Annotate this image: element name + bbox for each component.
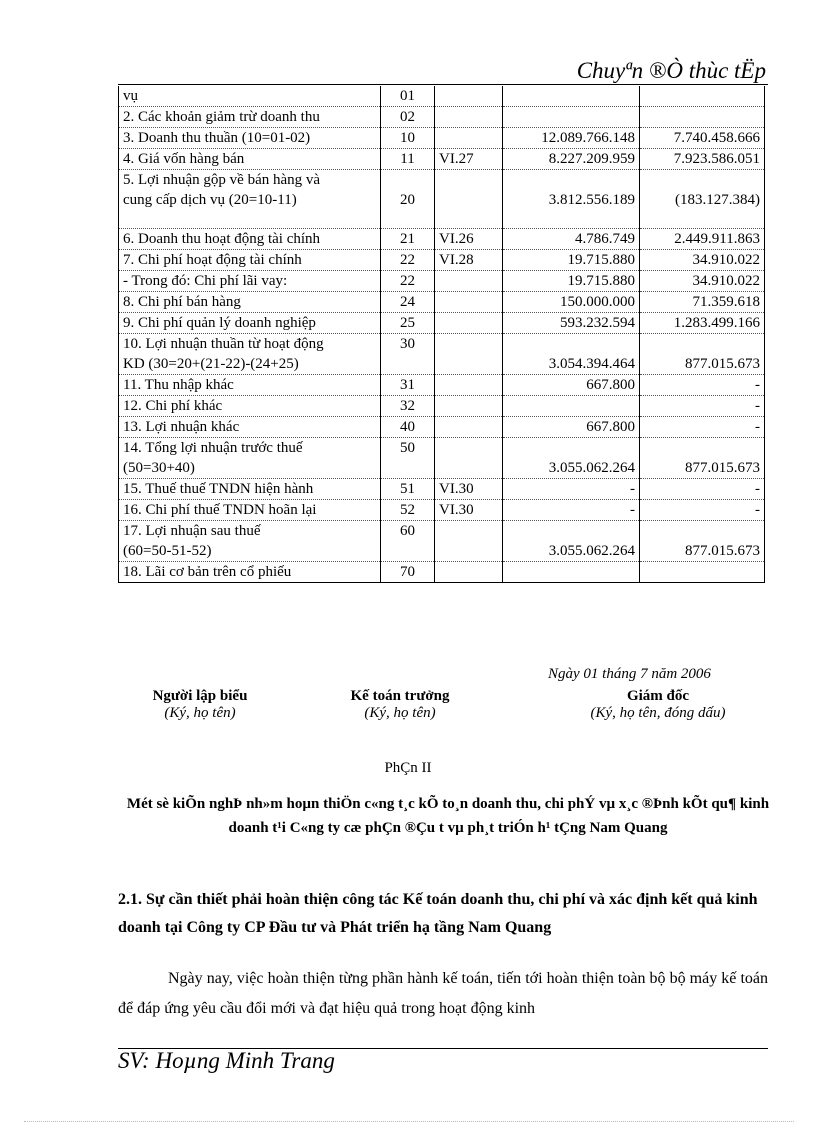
table-row — [119, 438, 765, 479]
row-label-line: vụ — [123, 88, 138, 104]
header-divider — [118, 84, 768, 85]
row-label-line: 6. Doanh thu hoạt động tài chính — [123, 231, 321, 247]
table-row — [119, 170, 765, 229]
footer-student: SV: Hoµng Minh Trang — [118, 1048, 335, 1073]
row-note — [435, 521, 503, 562]
row-note — [435, 313, 503, 334]
row-code: 25 — [381, 313, 435, 334]
row-label-line: (50=30+40) — [123, 460, 195, 476]
row-current-value: 19.715.880 — [503, 250, 640, 271]
row-label — [119, 562, 381, 583]
row-label-line: 11. Thu nhập khác — [123, 377, 234, 393]
row-code: 40 — [381, 417, 435, 438]
row-note — [435, 86, 503, 107]
row-label — [119, 149, 381, 170]
part-title: Mét sè kiÕn nghÞ nh»m hoµn thiÖn c«ng t¸c kÕ to¸n doanh thu, chi phÝ vµ x¸c ®Þnh kÕt qu¶ kinh doanh t¹i C«ng ty cæ phÇn ®Çu t vµ ph¸t triÓn h¹ tÇng Nam Quang — [126, 796, 770, 836]
row-code: 10 — [381, 128, 435, 149]
body-paragraph: Ngày nay, việc hoàn thiện từng phần hành kế toán, tiến tới hoàn thiện toàn bộ bộ máy kế toán để đáp ứng yêu cầu đổi mới và đạt hiệu quả trong hoạt động kinh — [118, 970, 768, 1017]
row-current-value: 667.800 — [503, 375, 640, 396]
table-row — [119, 107, 765, 128]
row-label — [119, 479, 381, 500]
row-current-value: 8.227.209.959 — [503, 149, 640, 170]
signature-preparer — [130, 688, 270, 722]
table-row — [119, 229, 765, 250]
row-label — [119, 128, 381, 149]
table-row — [119, 149, 765, 170]
chief-accountant-sub: (Ký, họ tên) — [364, 705, 436, 721]
row-label-line: 13. Lợi nhuận khác — [123, 419, 240, 435]
part-label: PhÇn II — [384, 760, 432, 776]
table-row — [119, 334, 765, 375]
row-label-line: 4. Giá vốn hàng bán — [123, 151, 245, 167]
row-current-value: 12.089.766.148 — [503, 128, 640, 149]
row-previous-value: (183.127.384) — [640, 170, 765, 229]
row-previous-value: - — [640, 375, 765, 396]
row-current-value: 667.800 — [503, 417, 640, 438]
row-label — [119, 438, 381, 479]
chief-accountant-title: Kế toán trưởng — [350, 688, 450, 704]
row-label-line: (60=50-51-52) — [123, 543, 212, 559]
row-current-value — [503, 396, 640, 417]
director-sub: (Ký, họ tên, đóng dấu) — [590, 705, 726, 721]
row-code: 70 — [381, 562, 435, 583]
row-code: 30 — [381, 334, 435, 375]
table-row — [119, 562, 765, 583]
row-current-value — [503, 562, 640, 583]
row-code: 22 — [381, 271, 435, 292]
row-label-line: cung cấp dịch vụ (20=10-11) — [123, 192, 297, 208]
row-previous-value — [640, 86, 765, 107]
row-code: 60 — [381, 521, 435, 562]
row-label-line: 17. Lợi nhuận sau thuế — [123, 523, 261, 539]
row-current-value: 3.055.062.264 — [503, 438, 640, 479]
row-note — [435, 334, 503, 375]
row-previous-value: 877.015.673 — [640, 334, 765, 375]
row-label-line: 9. Chi phí quản lý doanh nghiệp — [123, 315, 316, 331]
row-label — [119, 271, 381, 292]
row-note: VI.30 — [435, 479, 503, 500]
row-previous-value: 34.910.022 — [640, 271, 765, 292]
row-previous-value: 7.923.586.051 — [640, 149, 765, 170]
row-code: 24 — [381, 292, 435, 313]
row-code: 51 — [381, 479, 435, 500]
row-label-line: 14. Tổng lợi nhuận trước thuế — [123, 440, 303, 456]
table-row — [119, 479, 765, 500]
row-previous-value: - — [640, 396, 765, 417]
row-previous-value — [640, 562, 765, 583]
page-edge — [24, 1121, 794, 1122]
row-previous-value: - — [640, 500, 765, 521]
header-title: Chuyªn ®Ò thùc tËp — [576, 58, 766, 83]
row-previous-value: 877.015.673 — [640, 521, 765, 562]
table-row — [119, 500, 765, 521]
row-label — [119, 107, 381, 128]
row-code: 21 — [381, 229, 435, 250]
row-note — [435, 271, 503, 292]
row-label — [119, 500, 381, 521]
sign-date: Ngày 01 tháng 7 năm 2006 — [548, 666, 711, 682]
row-label-line: 15. Thuế thuế TNDN hiện hành — [123, 481, 314, 497]
table-row — [119, 128, 765, 149]
row-code: 11 — [381, 149, 435, 170]
income-statement-table — [118, 86, 765, 583]
row-label-line: 3. Doanh thu thuần (10=01-02) — [123, 130, 311, 146]
table-row — [119, 250, 765, 271]
row-label — [119, 313, 381, 334]
signature-director — [548, 688, 768, 722]
director-title: Giám đốc — [626, 688, 690, 704]
row-note — [435, 562, 503, 583]
row-current-value: 19.715.880 — [503, 271, 640, 292]
row-note — [435, 107, 503, 128]
section-title: 2.1. Sự cần thiết phải hoàn thiện công tác Kế toán doanh thu, chi phí và xác định kết quả kinh doanh tại Công ty CP Đầu tư và Phát triển hạ tầng Nam Quang — [118, 891, 758, 936]
row-label-line: 16. Chi phí thuế TNDN hoãn lại — [123, 502, 317, 518]
row-label — [119, 250, 381, 271]
row-previous-value: 71.359.618 — [640, 292, 765, 313]
row-previous-value: 2.449.911.863 — [640, 229, 765, 250]
row-note — [435, 170, 503, 229]
row-current-value: - — [503, 500, 640, 521]
row-label-line: 8. Chi phí bán hàng — [123, 294, 241, 310]
row-code: 20 — [381, 170, 435, 229]
row-label-line: 2. Các khoản giảm trừ doanh thu — [123, 109, 320, 125]
row-previous-value: 877.015.673 — [640, 438, 765, 479]
row-previous-value: - — [640, 479, 765, 500]
row-current-value: 3.812.556.189 — [503, 170, 640, 229]
row-current-value: 593.232.594 — [503, 313, 640, 334]
preparer-sub: (Ký, họ tên) — [164, 705, 236, 721]
row-label — [119, 521, 381, 562]
row-current-value: 150.000.000 — [503, 292, 640, 313]
row-label-line: - Trong đó: Chi phí lãi vay: — [123, 273, 288, 289]
signature-chief-accountant — [325, 688, 475, 722]
row-code: 01 — [381, 86, 435, 107]
row-current-value: 3.054.394.464 — [503, 334, 640, 375]
row-note — [435, 128, 503, 149]
table-row — [119, 271, 765, 292]
row-previous-value: 1.283.499.166 — [640, 313, 765, 334]
row-note: VI.28 — [435, 250, 503, 271]
row-note — [435, 396, 503, 417]
preparer-title: Người lập biểu — [152, 688, 248, 704]
row-previous-value: 34.910.022 — [640, 250, 765, 271]
row-label-line: KD (30=20+(21-22)-(24+25) — [123, 356, 299, 372]
row-note: VI.27 — [435, 149, 503, 170]
row-note: VI.30 — [435, 500, 503, 521]
row-label — [119, 396, 381, 417]
row-previous-value — [640, 107, 765, 128]
row-label — [119, 86, 381, 107]
table-row — [119, 375, 765, 396]
table-row — [119, 86, 765, 107]
table-row — [119, 292, 765, 313]
row-code: 02 — [381, 107, 435, 128]
table-row — [119, 417, 765, 438]
row-label-line: 12. Chi phí khác — [123, 398, 223, 414]
row-code: 22 — [381, 250, 435, 271]
row-previous-value: 7.740.458.666 — [640, 128, 765, 149]
table-row — [119, 396, 765, 417]
row-note — [435, 375, 503, 396]
row-label — [119, 292, 381, 313]
row-note — [435, 438, 503, 479]
row-code: 31 — [381, 375, 435, 396]
row-note — [435, 292, 503, 313]
row-current-value — [503, 86, 640, 107]
row-label — [119, 375, 381, 396]
table-row — [119, 521, 765, 562]
row-note — [435, 417, 503, 438]
row-label — [119, 417, 381, 438]
row-current-value: 3.055.062.264 — [503, 521, 640, 562]
row-current-value: 4.786.749 — [503, 229, 640, 250]
row-code: 50 — [381, 438, 435, 479]
row-code: 32 — [381, 396, 435, 417]
row-label-line: 18. Lãi cơ bản trên cổ phiếu — [123, 564, 292, 580]
row-current-value: - — [503, 479, 640, 500]
row-note: VI.26 — [435, 229, 503, 250]
row-label — [119, 170, 381, 229]
row-label-line: 5. Lợi nhuận gộp về bán hàng và — [123, 172, 321, 188]
row-label — [119, 229, 381, 250]
row-current-value — [503, 107, 640, 128]
row-code: 52 — [381, 500, 435, 521]
table-row — [119, 313, 765, 334]
row-label-line: 10. Lợi nhuận thuần từ hoạt động — [123, 336, 324, 352]
row-label — [119, 334, 381, 375]
row-previous-value: - — [640, 417, 765, 438]
row-label-line: 7. Chi phí hoạt động tài chính — [123, 252, 302, 268]
